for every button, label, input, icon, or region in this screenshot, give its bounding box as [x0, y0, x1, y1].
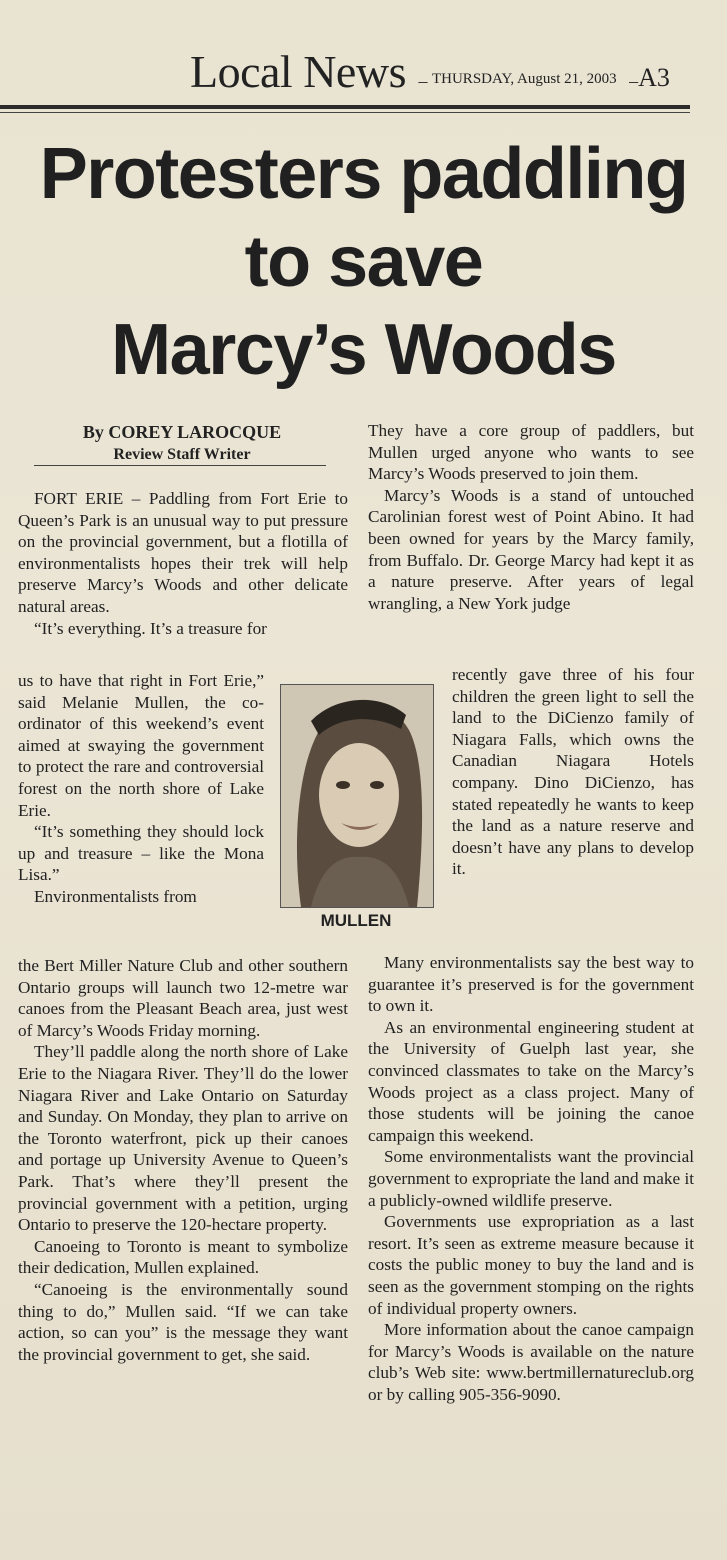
section-title: Local News [190, 46, 406, 97]
portrait-photo [280, 684, 434, 908]
paragraph: More information about the canoe campaign for Marcy’s Woods is available on the nature club’s Web site: www.bertmillernatureclub.org or by calling 905-356-9090. [368, 1320, 694, 1404]
headline [0, 130, 727, 394]
page-number: A3 [638, 63, 670, 92]
headline-line-3: Marcy’s Woods [111, 310, 616, 390]
header-dash: – [413, 71, 432, 91]
byline-rule [34, 465, 326, 466]
paragraph: They’ll paddle along the north shore of Lake Erie to the Niagara River. They’ll do the lower Niagara River and Lake Ontario on Saturday and Sunday. On Monday, they plan to arrive on the Toronto waterfront, pick up their canoes and portage up University Avenue to Queen’s Park. That’s where they’ll present the provincial government with a petition, urging Ontario to preserve the 120-hectare property. [18, 1042, 348, 1235]
paragraph: They have a core group of paddlers, but Mullen urged anyone who wants to see Marcy’s Woods preserved to join them. [368, 421, 694, 484]
page-header [190, 42, 710, 102]
column-2-top [368, 420, 694, 614]
column-1-bottom [18, 955, 348, 1365]
byline-author: By COREY LAROCQUE [82, 422, 282, 442]
paragraph: “Canoeing is the environmentally sound thing to do,” Mullen said. “If we can take action, so can you” is the message they want the provincial government to get, she said. [18, 1279, 348, 1364]
dateline: THURSDAY, August 21, 2003 [431, 71, 617, 87]
photo-caption: MULLEN [320, 911, 392, 930]
byline-role: Review Staff Writer [113, 446, 251, 463]
headline-line-1: Protesters paddling [39, 134, 688, 214]
paragraph: Marcy’s Woods is a stand of untouched Carolinian forest west of Point Abino. It had been owned for years by the Marcy family, from Buffalo. Dr. George Marcy had kept it as a nature preserve. After years of legal wrangling, a New York judge [368, 485, 694, 613]
column-1-top [18, 488, 348, 639]
paragraph: “It’s everything. It’s a treasure for [34, 618, 267, 638]
paragraph: Governments use expropriation as a last resort. It’s seen as extreme measure because it costs the public money to buy the land and is seen as the government stomping on the rights of individual property owners. [368, 1212, 694, 1318]
column-2-bottom [368, 952, 694, 1405]
paragraph: Some environmentalists want the provincial government to expropriate the land and make it a publicly-owned wildlife preserve. [368, 1147, 694, 1210]
column-2-wrap: recently gave three of his four children the green light to sell the land to the DiCienzo family of Niagara Falls, which owns the Canadian Niagara Hotels company. Dino DiCienzo, has stated repeatedly he wants to keep the land as a nature reserve and doesn’t have any plans to develop it. [452, 665, 694, 879]
paragraph: Canoeing to Toronto is meant to symbolize their dedication, Mullen explained. [18, 1236, 348, 1278]
paragraph: As an environmental engineering student at the University of Guelph last year, she convinced classmates to take on the Marcy’s Woods project as a class project. Many of those students will be joining the canoe campaign this weekend. [368, 1017, 694, 1145]
header-rule [0, 105, 690, 109]
paragraph: FORT ERIE – Paddling from Fort Erie to Queen’s Park is an unusual way to put pressure on the provincial government, but a flotilla of environmentalists hopes their trek will help preserve Marcy’s Woods and other delicate natural areas. [18, 489, 348, 616]
column-1-wrap [18, 670, 264, 908]
paragraph: “It’s something they should lock up and treasure – like the Mona Lisa.” [18, 822, 264, 885]
header-rule-thin [0, 112, 690, 113]
headline-line-2: to save [244, 222, 483, 302]
byline [24, 420, 340, 466]
paragraph: Environmentalists from [34, 886, 197, 906]
paragraph: the Bert Miller Nature Club and other southern Ontario groups will launch two 12-metre war canoes from the Pleasant Beach area, just west of Marcy’s Woods Friday morning. [18, 956, 348, 1040]
header-dash-2: – [624, 71, 639, 91]
paragraph: Many environmentalists say the best way to guarantee it’s preserved is for the government to own it. [368, 953, 694, 1016]
paragraph: us to have that right in Fort Erie,” said Melanie Mullen, the co-ordinator of this weekend’s event aimed at swaying the government to protect the rare and controversial forest on the north shore of Lake Erie. [18, 671, 264, 820]
portrait-image [281, 685, 433, 907]
